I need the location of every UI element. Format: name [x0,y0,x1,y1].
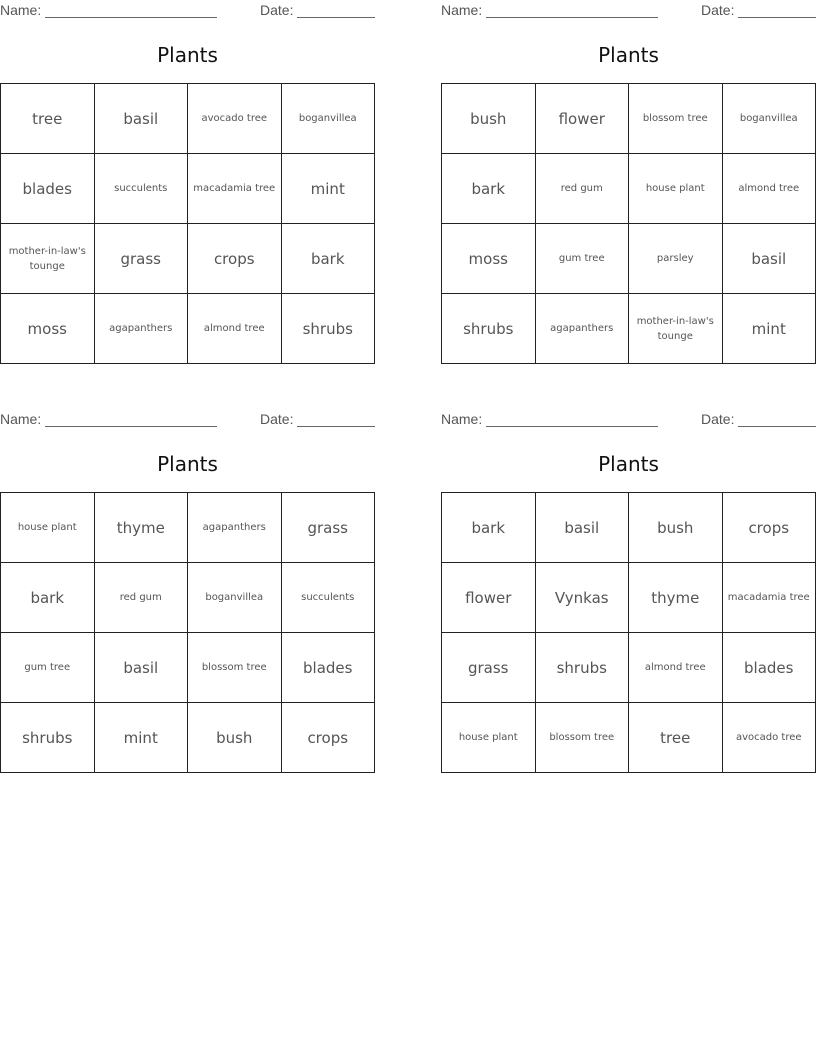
grid-cell: house plant [442,703,536,773]
bingo-card-3 [0,409,375,773]
grid-cell: red gum [95,563,189,633]
grid-cell: agapanthers [188,493,282,563]
grid-cell: shrubs [282,294,376,364]
date-label: Date: [260,2,294,18]
date-blank-line [297,17,375,18]
grid-cell: almond tree [188,294,282,364]
grid-cell: succulents [95,154,189,224]
grid-cell: blades [723,633,816,703]
grid-cell: macadamia tree [723,563,816,633]
grid-cell: mother-in-law's tounge [1,224,95,294]
grid-cell: blades [1,154,95,224]
date-label: Date: [701,2,735,18]
name-blank-line [486,426,658,427]
grid-cell: crops [723,493,816,563]
grid-cell: tree [629,703,723,773]
bingo-grid [0,83,375,364]
grid-cell: grass [95,224,189,294]
grid-cell: basil [95,84,189,154]
grid-cell: blossom tree [629,84,723,154]
grid-cell: mint [282,154,376,224]
grid-cell: avocado tree [723,703,816,773]
bingo-grid [441,492,816,773]
date-label: Date: [260,411,294,427]
card-header [441,2,816,20]
grid-cell: mint [723,294,816,364]
grid-cell: moss [442,224,536,294]
grid-cell: house plant [1,493,95,563]
grid-cell: grass [442,633,536,703]
name-label: Name: [441,2,483,18]
grid-cell: agapanthers [536,294,630,364]
grid-cell: crops [188,224,282,294]
grid-cell: shrubs [442,294,536,364]
grid-cell: bark [1,563,95,633]
grid-cell: boganvillea [282,84,376,154]
date-label: Date: [701,411,735,427]
grid-cell: crops [282,703,376,773]
grid-cell: grass [282,493,376,563]
bingo-card-2 [441,0,816,364]
grid-cell: bush [629,493,723,563]
grid-cell: flower [536,84,630,154]
grid-cell: macadamia tree [188,154,282,224]
bingo-card-4 [441,409,816,773]
grid-cell: mint [95,703,189,773]
grid-cell: bark [282,224,376,294]
grid-cell: bush [442,84,536,154]
grid-cell: thyme [629,563,723,633]
name-label: Name: [0,411,42,427]
grid-cell: boganvillea [188,563,282,633]
card-title: Plants [157,43,218,67]
grid-cell: bush [188,703,282,773]
grid-cell: blossom tree [188,633,282,703]
date-blank-line [738,426,816,427]
grid-cell: red gum [536,154,630,224]
bingo-grid [0,492,375,773]
grid-cell: shrubs [1,703,95,773]
grid-cell: house plant [629,154,723,224]
grid-cell: succulents [282,563,376,633]
grid-cell: bark [442,493,536,563]
date-blank-line [297,426,375,427]
grid-cell: gum tree [1,633,95,703]
name-blank-line [486,17,658,18]
grid-cell: mother-in-law's tounge [629,294,723,364]
grid-cell: bark [442,154,536,224]
date-blank-line [738,17,816,18]
grid-cell: basil [95,633,189,703]
grid-cell: basil [723,224,816,294]
grid-cell: agapanthers [95,294,189,364]
grid-cell: moss [1,294,95,364]
grid-cell: almond tree [629,633,723,703]
bingo-card-1 [0,0,375,364]
grid-cell: avocado tree [188,84,282,154]
card-title: Plants [598,452,659,476]
card-header [0,2,375,20]
grid-cell: thyme [95,493,189,563]
grid-cell: parsley [629,224,723,294]
grid-cell: Vynkas [536,563,630,633]
grid-cell: boganvillea [723,84,816,154]
card-title: Plants [157,452,218,476]
card-title: Plants [598,43,659,67]
grid-cell: blades [282,633,376,703]
grid-cell: gum tree [536,224,630,294]
grid-cell: basil [536,493,630,563]
name-label: Name: [441,411,483,427]
name-blank-line [45,17,217,18]
name-label: Name: [0,2,42,18]
grid-cell: almond tree [723,154,816,224]
grid-cell: blossom tree [536,703,630,773]
bingo-grid [441,83,816,364]
grid-cell: flower [442,563,536,633]
card-header [0,411,375,429]
card-header [441,411,816,429]
grid-cell: tree [1,84,95,154]
name-blank-line [45,426,217,427]
grid-cell: shrubs [536,633,630,703]
